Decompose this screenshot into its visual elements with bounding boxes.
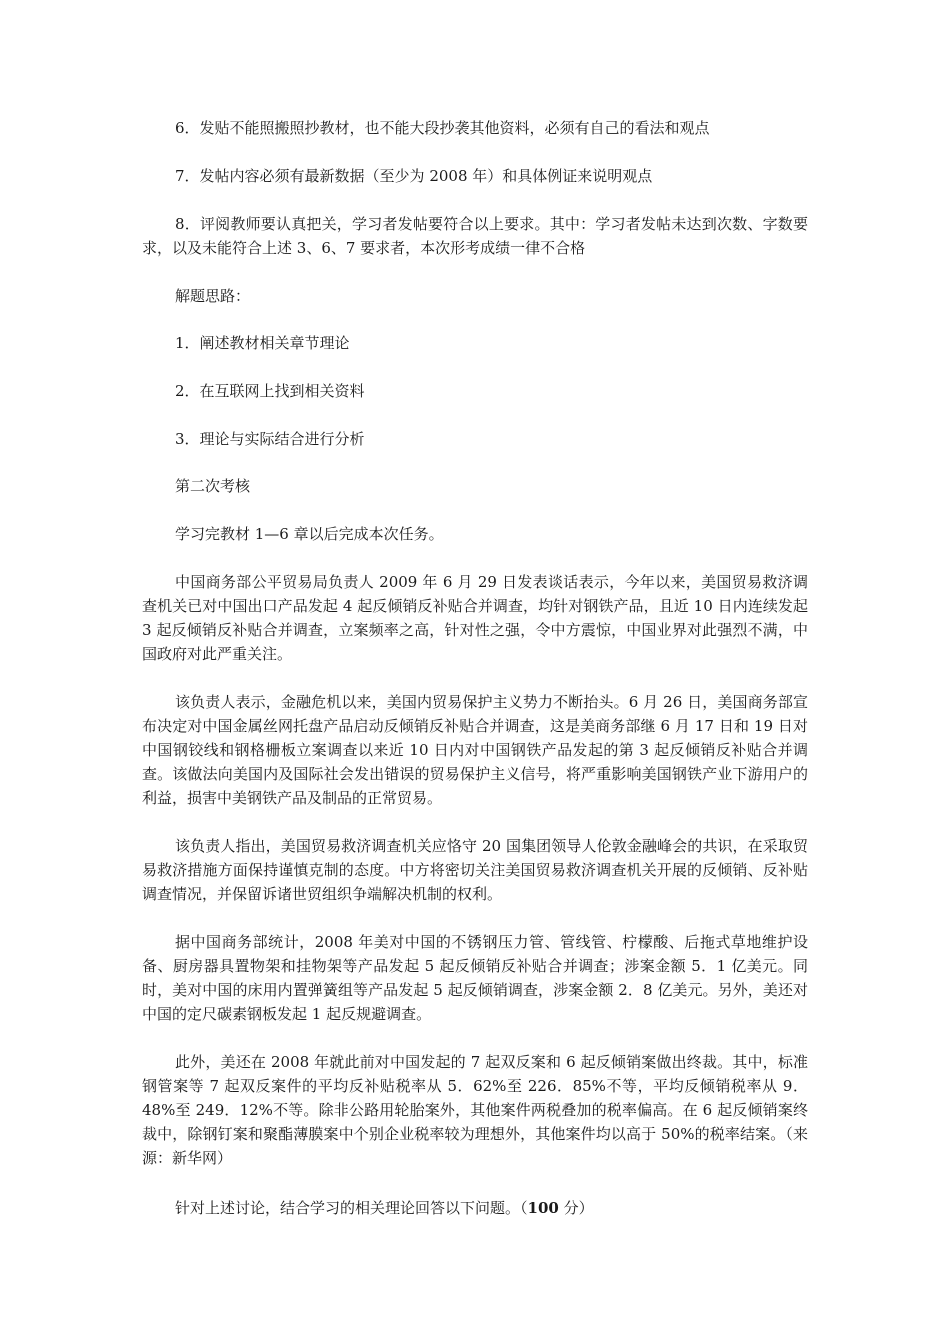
paragraph-news-3: 该负责人指出，美国贸易救济调查机关应恪守 20 国集团领导人伦敦金融峰会的共识，在采取贸易救济措施方面保持谨慎克制的态度。中方将密切关注美国贸易救济调查机关开展的反倾销、反补贴调查情况，并保留诉诸世贸组织争端解决机制的权利。 [142, 837, 808, 903]
paragraph-news-2: 该负责人表示，金融危机以来，美国内贸易保护主义势力不断抬头。6 月 26 日，美国商务部宣布决定对中国金属丝网托盘产品启动反倾销反补贴合并调查，这是美商务部继 6 月 17 日和 19 日对中国钢铰线和钢格栅板立案调查以来近 10 日内对中国钢铁产品发起的第 3 起反倾销反补贴合并调查。该做法向美国内及国际社会发出错误的贸易保护主义信号，将严重影响美国钢铁产业下游用户的利益，损害中美钢铁产品及制品的正常贸易。 [142, 693, 808, 807]
paragraph-rule-6: 6．发贴不能照搬照抄教材，也不能大段抄袭其他资料，必须有自己的看法和观点 [175, 119, 710, 137]
paragraph-news-4: 据中国商务部统计，2008 年美对中国的不锈钢压力管、管线管、柠檬酸、后拖式草地维护设备、厨房器具置物架和挂物架等产品发起 5 起反倾销反补贴合并调查；涉案金额 5．1 亿美元。同时，美对中国的床用内置弹簧组等产品发起 5 起反倾销调查，涉案金额 2．8 亿美元。另外，美还对中国的定尺碳素钢板发起 1 起反规避调查。 [142, 933, 808, 1023]
paragraph-news-5: 此外，美还在 2008 年就此前对中国发起的 7 起双反案和 6 起反倾销案做出终裁。其中，标准钢管案等 7 起双反案件的平均反补贴税率从 5．62%至 226．85%不等，平均反倾销税率从 9．48%至 249．12%不等。除非公路用轮胎案外，其他案件两税叠加的税率偏高。在 6 起反倾销案终裁中，除钢钉案和聚酯薄膜案中个别企业税率较为理想外，其他案件均以高于 50%的税率结案。（来源：新华网） [142, 1053, 808, 1167]
paragraph-question-prompt [142, 1196, 808, 1220]
heading-second-assessment: 第二次考核 [175, 477, 251, 495]
question-prompt-text: 针对上述讨论，结合学习的相关理论回答以下问题。（ [175, 1199, 528, 1217]
paragraph-news-1: 中国商务部公平贸易局负责人 2009 年 6 月 29 日发表谈话表示，今年以来，美国贸易救济调查机关已对中国出口产品发起 4 起反倾销反补贴合并调查，均针对钢铁产品，且近 10 日内连续发起 3 起反倾销反补贴合并调查，立案频率之高，针对性之强，令中方震惊，中国业界对此强烈不满，中国政府对此严重关注。 [142, 573, 808, 663]
paragraph-task-instruction: 学习完教材 1—6 章以后完成本次任务。 [175, 525, 444, 543]
heading-solution-approach: 解题思路： [175, 287, 251, 305]
list-item-step-2: 2．在互联网上找到相关资料 [175, 382, 365, 400]
question-score-unit: 分） [558, 1199, 594, 1217]
question-score: 100 [527, 1199, 559, 1217]
paragraph-rule-8: 8．评阅教师要认真把关，学习者发帖要符合以上要求。其中：学习者发帖未达到次数、字数要求，以及未能符合上述 3、6、7 要求者，本次形考成绩一律不合格 [142, 215, 808, 257]
paragraph-rule-7: 7．发帖内容必须有最新数据（至少为 2008 年）和具体例证来说明观点 [175, 167, 653, 185]
list-item-step-3: 3．理论与实际结合进行分析 [175, 430, 365, 448]
list-item-step-1: 1．阐述教材相关章节理论 [175, 334, 350, 352]
